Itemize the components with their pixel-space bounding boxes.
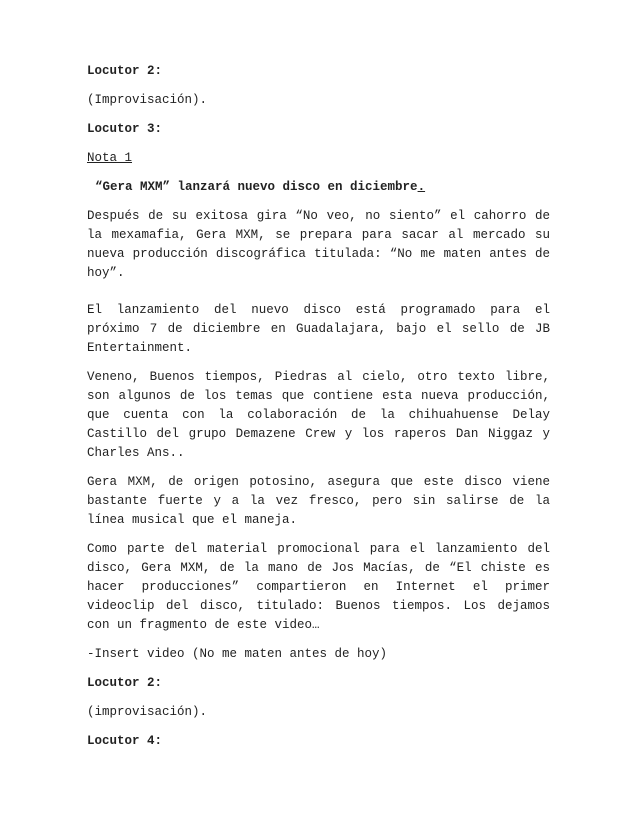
note-label: Nota 1 (87, 151, 133, 165)
insert-video-cue: -Insert video (No me maten antes de hoy) (87, 647, 388, 661)
speaker-label-1: Locutor 2: (87, 64, 163, 78)
speaker-label-4: Locutor 4: (87, 734, 163, 748)
headline-period: . (417, 180, 426, 194)
news-headline (87, 178, 550, 197)
improvisation-note-1: (Improvisación). (87, 93, 208, 107)
improvisation-note-2: (improvisación). (87, 705, 208, 719)
speaker-label-3: Locutor 2: (87, 676, 163, 690)
paragraph-3: Veneno, Buenos tiempos, Piedras al cielo, otro texto libre, son algunos de los temas que contiene esta nueva producción, que cuenta con la colaboración de la chihuahuense Delay Castillo del grupo Demazene Crew y los raperos Dan Niggaz y Charles Ans.. (87, 370, 550, 460)
paragraph-1: Después de su exitosa gira “No veo, no siento” el cahorro de la mexamafia, Gera MXM, se prepara para sacar al mercado su nueva producción discográfica titulada: “No me maten antes de hoy”. (87, 209, 550, 280)
paragraph-5: Como parte del material promocional para el lanzamiento del disco, Gera MXM, de la mano de Jos Macías, de “El chiste es hacer producciones” compartieron en Internet el primer videoclip del disco, titulado: Buenos tiempos. Los dejamos con un fragmento de este video… (87, 542, 550, 632)
paragraph-4: Gera MXM, de origen potosino, asegura que este disco viene bastante fuerte y a la vez fresco, pero sin salirse de la línea musical que el maneja. (87, 475, 550, 527)
document-page (87, 62, 550, 761)
paragraph-2: El lanzamiento del nuevo disco está programado para el próximo 7 de diciembre en Guadalajara, bajo el sello de JB Entertainment. (87, 303, 550, 355)
headline-text: “Gera MXM” lanzará nuevo disco en diciembre (95, 180, 418, 194)
speaker-label-2: Locutor 3: (87, 122, 163, 136)
